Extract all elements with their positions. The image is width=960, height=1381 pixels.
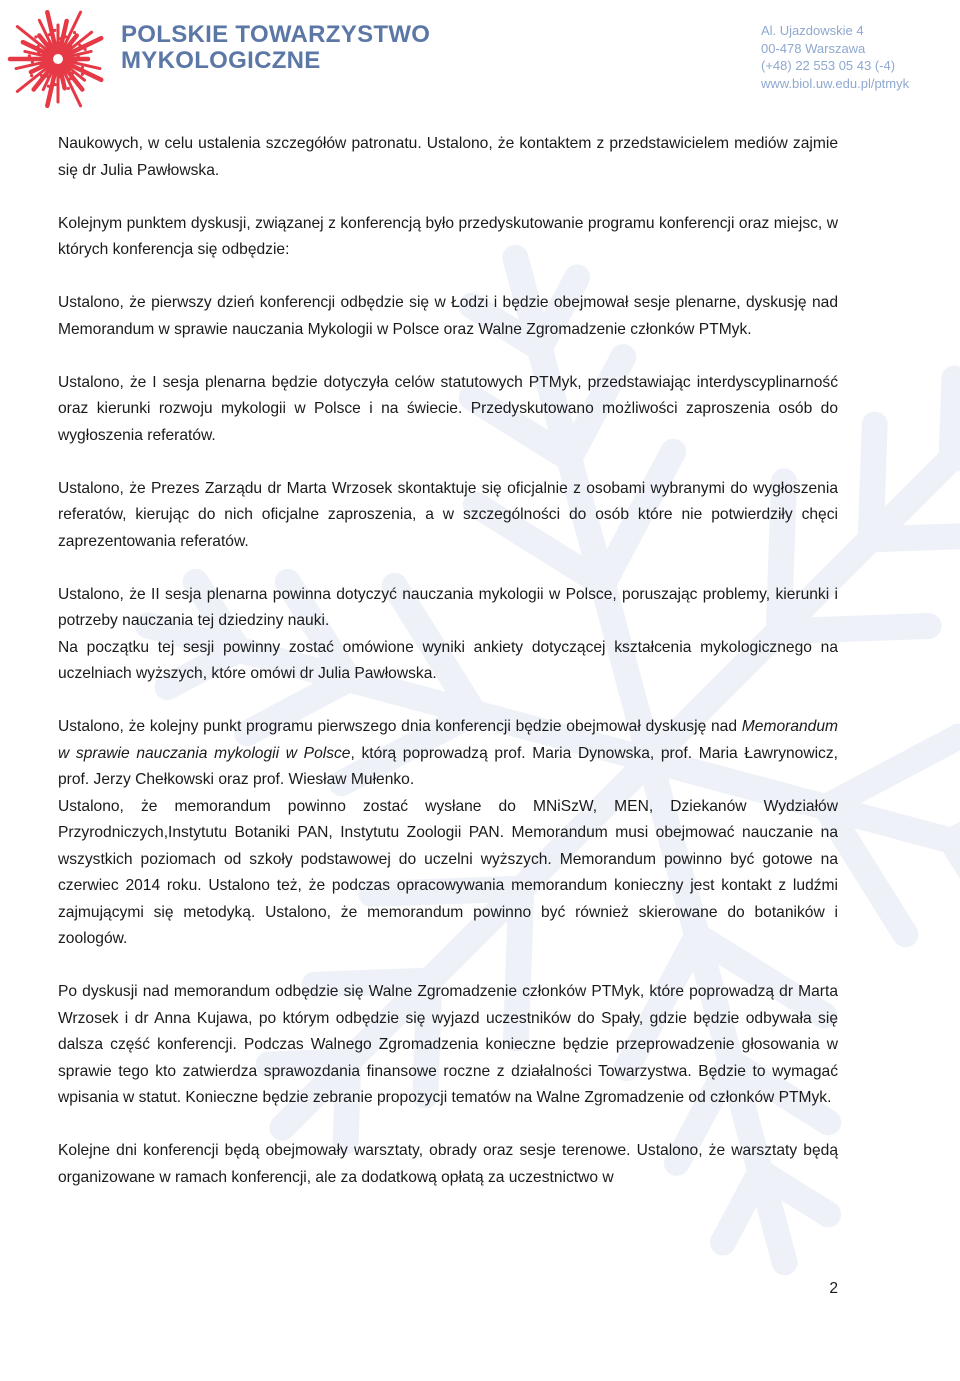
memorandum-title: Memorandum w sprawie nauczania mykologii w Polsce xyxy=(58,718,838,762)
address-phone: (+48) 22 553 05 43 (-4) xyxy=(761,58,896,73)
paragraph: Ustalono, że pierwszy dzień konferencji odbędzie się w Łodzi i będzie obejmował sesje plenarne, dyskusję nad Memorandum w sprawie nauczania Mykologii w Polsce oraz Walne Zgromadzenie członków PTMyk. xyxy=(58,294,838,338)
paragraph: Ustalono, że II sesja plenarna powinna dotyczyć nauczania mykologii w Polsce, poruszając problemy, kierunki i potrzeby nauczania tej dziedziny nauki. xyxy=(58,585,838,629)
paragraph-text: , którą poprowadzą prof. Maria Dynowska, prof. Maria Ławrynowicz, prof. Jerzy Chełkowski oraz prof. Wiesław Mułenko. xyxy=(58,744,838,788)
paragraph-text: Ustalono, że kolejny punkt programu pierwszego dnia konferencji będzie obejmował dyskusję nad xyxy=(58,718,738,735)
organization-name-line-1: POLSKIE TOWARZYSTWO xyxy=(121,21,431,48)
address-city: 00-478 Warszawa xyxy=(761,40,866,56)
organization-address xyxy=(761,22,941,92)
letterhead xyxy=(0,0,960,120)
page-number: 2 xyxy=(829,1280,838,1297)
organization-name-line-2: MYKOLOGICZNE xyxy=(121,47,321,74)
paragraph: Kolejne dni konferencji będą obejmowały warsztaty, obrady oraz sesje terenowe. Ustalono, że warsztaty będą organizowane w ramach konferencji, ale za dodatkową opłatą za uczestnictwo w xyxy=(58,1142,838,1186)
address-street: Al. Ujazdowskie 4 xyxy=(761,23,864,38)
document-body xyxy=(58,131,838,1191)
paragraph: Po dyskusji nad memorandum odbędzie się Walne Zgromadzenie członków PTMyk, które poprowadzą dr Marta Wrzosek i dr Anna Kujawa, po którym odbędzie się wyjazd uczestników do Spały, gdzie będzie odbywała się dalsza część konferencji. Podczas Walnego Zgromadzenia konieczne będzie przeprowadzenie głosowania w sprawie tego kto zatwierdza sprawozdania finansowe roczne z działalności Towarzystwa. Będzie to wymagać wpisania w statut. Konieczne będzie zebranie propozycji tematów na Walne Zgromadzenie od członków PTMyk. xyxy=(58,983,838,1106)
organization-name xyxy=(121,22,430,74)
paragraph: Ustalono, że I sesja plenarna będzie dotyczyła celów statutowych PTMyk, przedstawiając interdyscyplinarność oraz kierunki rozwoju mykologii w Polsce i na świecie. Przedyskutowano możliwości zaproszenia osób do wygłoszenia referatów. xyxy=(58,373,838,444)
paragraph: Ustalono, że memorandum powinno zostać wysłane do MNiSzW, MEN, Dziekanów Wydziałów Przyrodniczych,Instytutu Botaniki PAN, Instytutu Zoologii PAN. Memorandum musi obejmować nauczanie na wszystkich poziomach od szkoły podstawowej do uczelni wyższych. Memorandum powinno być gotowe na czerwiec 2014 roku. Ustalono też, że podczas opracowywania memorandum konieczny jest kontakt z ludźmi zajmującymi się metodyką. Ustalono, że memorandum powinno być również skierowane do botaników i zoologów. xyxy=(58,797,838,947)
paragraph: Naukowych, w celu ustalenia szczegółów patronatu. Ustalono, że kontaktem z przedstawicielem mediów zajmie się dr Julia Pawłowska. xyxy=(58,135,838,179)
paragraph: Ustalono, że Prezes Zarządu dr Marta Wrzosek skontaktuje się oficjalnie z osobami wybranymi do wygłoszenia referatów, kierując do nich oficjalne zaproszenia, a w szczególności do osób które nie potwierdziły chęci zaprezentowania referatów. xyxy=(58,479,838,550)
paragraph: Na początku tej sesji powinny zostać omówione wyniki ankiety dotyczącej kształcenia mykologicznego na uczelniach wyższych, które omówi dr Julia Pawłowska. xyxy=(58,638,838,682)
paragraph xyxy=(58,714,838,794)
address-website: www.biol.uw.edu.pl/ptmyk xyxy=(761,75,910,91)
ptmyk-logo-icon xyxy=(6,8,110,110)
paragraph: Kolejnym punktem dyskusji, związanej z konferencją było przedyskutowanie programu konferencji oraz miejsc, w których konferencja się odbędzie: xyxy=(58,214,838,258)
